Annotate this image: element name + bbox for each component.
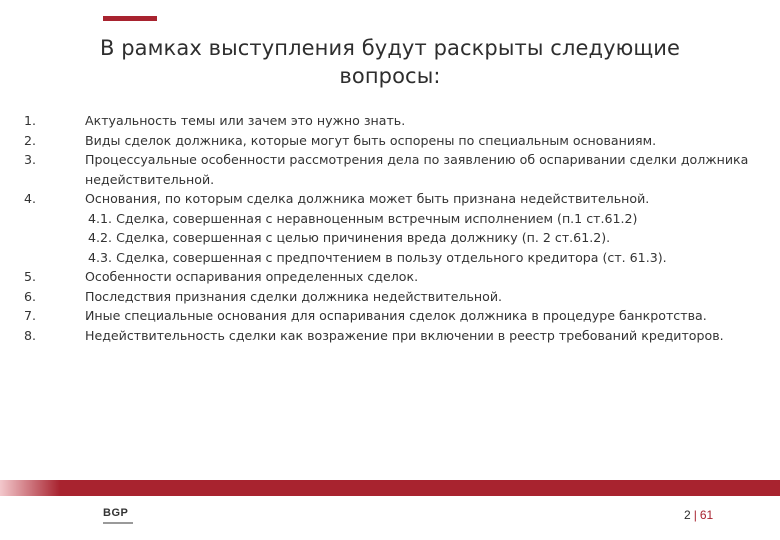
page-total: 61 [699, 508, 714, 522]
slide-title-line-2: вопросы: [339, 64, 441, 88]
agenda-subitem-number: 4.3. [88, 249, 113, 265]
agenda-item-text: Основания, по которым сделка должника может быть признана недействительной. [85, 191, 650, 206]
slide-title [40, 34, 740, 90]
agenda-subitem-4-2 [24, 228, 774, 248]
agenda-item-number: 7. [24, 308, 37, 323]
agenda-item-8 [24, 326, 774, 346]
agenda-subitem-number: 4.2. [88, 230, 113, 245]
agenda-subitem-text: Сделка, совершенная с целью причинения вреда должнику (п. 2 ст.61.2). [116, 230, 611, 245]
agenda-item-2 [24, 131, 774, 151]
agenda-item-number: 4. [24, 191, 37, 206]
agenda-item-number: 1. [24, 113, 37, 128]
agenda-item-4 [24, 189, 774, 209]
agenda-subitem-4-3 [24, 248, 774, 268]
agenda-item-5 [24, 267, 774, 287]
agenda-item-number: 8. [24, 327, 37, 343]
logo-text: BGP [103, 507, 129, 519]
agenda-item-text: Процессуальные особенности рассмотрения дела по заявлению об оспаривании сделки должника недействительной. [85, 152, 749, 187]
slide-title-line-1: В рамках выступления будут раскрыты следующие [99, 36, 681, 60]
agenda-item-number: 2. [24, 132, 37, 148]
agenda-item-6 [24, 287, 774, 307]
top-accent-bar [103, 16, 157, 21]
agenda-list [24, 111, 774, 345]
agenda-item-number: 6. [24, 288, 37, 304]
agenda-subitem-4-1 [24, 209, 774, 229]
company-logo [103, 508, 143, 526]
agenda-item-text: Актуальность темы или зачем это нужно знать. [85, 113, 406, 128]
agenda-item-text: Иные специальные основания для оспаривания сделок должника в процедуре банкротства. [85, 308, 707, 323]
agenda-item-text: Виды сделок должника, которые могут быть оспорены по специальным основаниям. [85, 132, 657, 148]
page-current: 2 [684, 508, 691, 522]
agenda-item-number: 5. [24, 269, 37, 284]
agenda-subitem-number: 4.1. [88, 210, 113, 226]
page-number [684, 508, 713, 522]
agenda-subitem-text: Сделка, совершенная с предпочтением в пользу отдельного кредитора (ст. 61.3). [116, 249, 667, 265]
agenda-subitem-text: Сделка, совершенная с неравноценным встречным исполнением (п.1 ст.61.2) [116, 210, 638, 226]
agenda-item-1 [24, 111, 774, 131]
agenda-item-7 [24, 306, 774, 326]
footer-band [0, 480, 780, 496]
agenda-item-number: 3. [24, 152, 37, 167]
logo-underline [103, 522, 133, 524]
agenda-item-text: Последствия признания сделки должника недействительной. [85, 288, 503, 304]
agenda-item-text: Особенности оспаривания определенных сделок. [85, 269, 419, 284]
footer-band-fade [0, 480, 60, 496]
agenda-item-3 [24, 150, 774, 189]
agenda-item-text: Недействительность сделки как возражение при включении в реестр требований кредиторов. [85, 327, 724, 343]
page-separator: | [693, 508, 697, 522]
